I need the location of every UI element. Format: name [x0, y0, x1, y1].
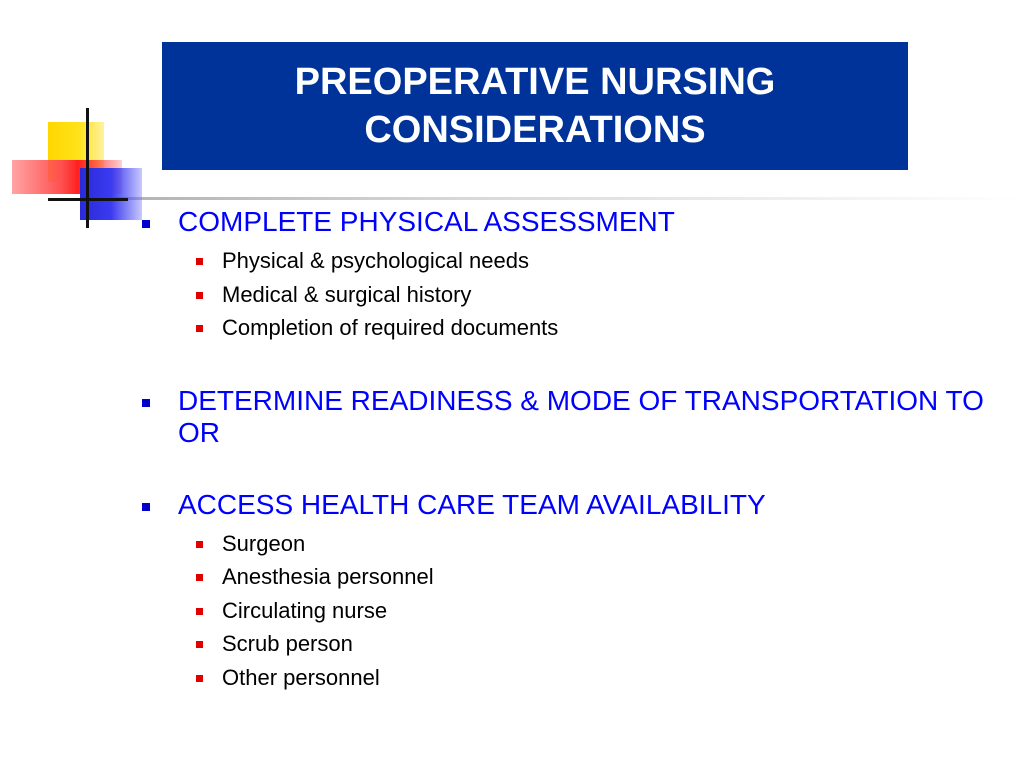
- list-item: [140, 206, 1000, 345]
- square-bullet-icon: [142, 399, 150, 407]
- sub-bullet: [140, 560, 1000, 594]
- square-bullet-icon: [196, 325, 203, 332]
- square-bullet-icon: [196, 574, 203, 581]
- decorative-divider-line: [100, 197, 1020, 200]
- decorative-vertical-line: [86, 108, 89, 228]
- bullet-text: ACCESS HEALTH CARE TEAM AVAILABILITY: [178, 488, 766, 520]
- sub-bullet: [140, 627, 1000, 661]
- list-item: [140, 385, 1000, 449]
- sub-bullet: [140, 244, 1000, 278]
- sub-bullet: [140, 661, 1000, 695]
- square-bullet-icon: [196, 608, 203, 615]
- title-box: [162, 42, 908, 170]
- sub-bullet-text: Circulating nurse: [222, 597, 388, 623]
- spacer: [140, 449, 1000, 489]
- sub-bullet-text: Scrub person: [222, 631, 353, 656]
- spacer: [140, 345, 1000, 385]
- list-item: [140, 489, 1000, 695]
- square-bullet-icon: [142, 220, 150, 228]
- slide-title: PREOPERATIVE NURSING CONSIDERATIONS: [294, 61, 776, 151]
- square-bullet-icon: [196, 541, 203, 548]
- bullet-level1: [140, 206, 1000, 238]
- square-bullet-icon: [196, 675, 203, 682]
- sub-bullet: [140, 311, 1000, 345]
- square-bullet-icon: [196, 292, 203, 299]
- square-bullet-icon: [196, 641, 203, 648]
- bullet-level1: [140, 489, 1000, 521]
- bullet-text: COMPLETE PHYSICAL ASSESSMENT: [178, 206, 675, 237]
- sub-bullet-text: Anesthesia personnel: [222, 564, 434, 589]
- sub-bullet-text: Medical & surgical history: [222, 281, 472, 307]
- sub-bullet: [140, 278, 1000, 312]
- sub-bullet-text: Physical & psychological needs: [222, 248, 529, 273]
- sub-bullet-text: Surgeon: [222, 530, 306, 556]
- bullet-list: [140, 206, 1000, 694]
- bullet-level1: [140, 385, 1000, 449]
- square-bullet-icon: [142, 503, 150, 511]
- sub-bullet-text: Other personnel: [222, 664, 380, 690]
- sub-bullet: [140, 527, 1000, 561]
- bullet-text: DETERMINE READINESS & MODE OF TRANSPORTATION TO OR: [178, 384, 984, 448]
- sub-bullet-text: Completion of required documents: [222, 315, 559, 340]
- sub-list: [140, 244, 1000, 345]
- decorative-blue-square: [80, 168, 142, 220]
- square-bullet-icon: [196, 258, 203, 265]
- sub-list: [140, 527, 1000, 695]
- sub-bullet: [140, 594, 1000, 628]
- decorative-horizontal-line: [48, 198, 128, 201]
